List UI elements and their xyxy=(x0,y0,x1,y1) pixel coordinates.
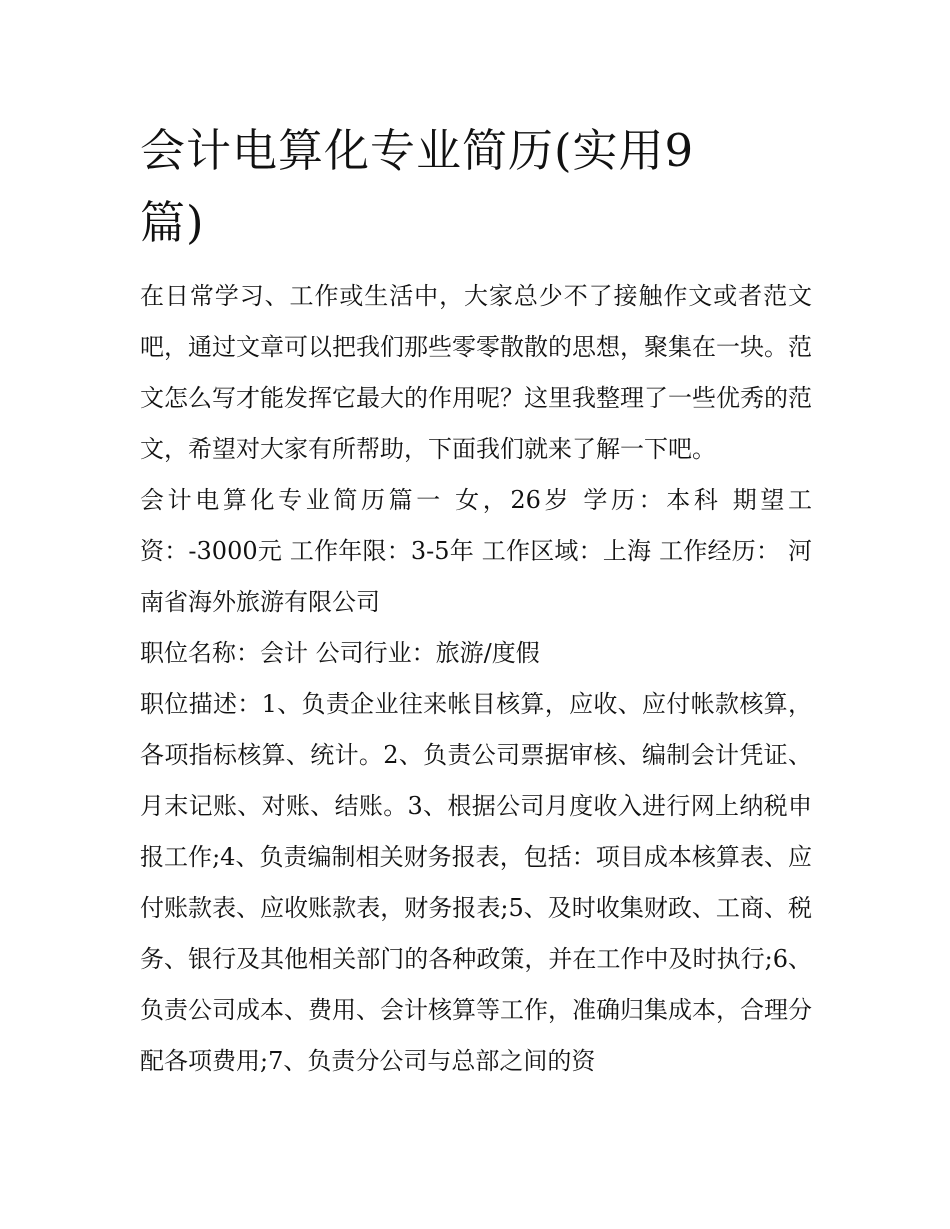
document-title: 会计电算化专业简历(实用9篇) xyxy=(140,124,695,249)
job-description-paragraph: 职位描述：1、负责企业往来帐目核算，应收、应付帐款核算，各项指标核算、统计。2、负责公司票据审核、编制会计凭证、月末记账、对账、结账。3、根据公司月度收入进行网上纳税申报工作;4、负责编制相关财务报表，包括：项目成本核算表、应付账款表、应收账款表，财务报表;5、及时收集财政、工商、税务、银行及其他相关部门的各种政策，并在工作中及时执行;6、负责公司成本、费用、会计核算等工作，准确归集成本，合理分配各项费用;7、负责分公司与总部之间的资 xyxy=(140,690,812,1075)
resume-summary-paragraph: 会计电算化专业简历篇一 女，26岁 学历：本科 期望工资：-3000元 工作年限：3-5年 工作区域：上海 工作经历： 河南省海外旅游有限公司 xyxy=(140,486,812,616)
document-page xyxy=(140,115,812,1087)
position-paragraph: 职位名称：会计 公司行业：旅游/度假 xyxy=(140,639,540,667)
intro-paragraph: 在日常学习、工作或生活中，大家总少不了接触作文或者范文吧，通过文章可以把我们那些零零散散的思想，聚集在一块。范文怎么写才能发挥它最大的作用呢？这里我整理了一些优秀的范文，希望对大家有所帮助，下面我们就来了解一下吧。 xyxy=(140,282,812,463)
